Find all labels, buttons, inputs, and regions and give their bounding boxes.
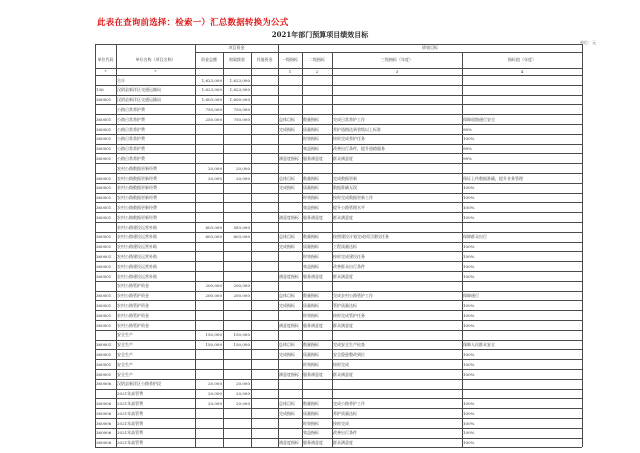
table-cell-l2: 数量指标 [303,234,319,240]
table-cell-name: 农村公路管护资金 [117,293,149,299]
table-cell-value: 保障道路通行安全 [463,116,495,122]
table-column-line [332,52,333,447]
table-row [95,104,582,105]
table-cell-l2: 效益指标 [303,430,319,436]
table-cell-code: 360001 [96,253,112,259]
table-cell-value: 100% [463,351,475,357]
table-cell-l1: 总体目标 [279,400,295,406]
column-number: 1 [288,69,292,74]
table-cell-code: 360001 [96,263,112,269]
table-cell-name: 汉阴县新洋区交通运输局 [117,97,161,103]
table-row [95,95,582,96]
table-row [95,291,582,292]
table-cell-l2: 服务满意度 [303,371,323,377]
header-perf-group: 绩效目标 [422,45,438,50]
table-cell-l2: 时效指标 [303,195,319,201]
table-cell-name: 农村公路管护资金 [117,322,149,328]
table-cell-l2: 服务满意度 [303,273,323,279]
table-row [95,330,582,331]
table-cell-l2: 效益指标 [303,204,319,210]
table-column-line [302,52,303,447]
table-cell-code: 360001 [96,195,112,201]
table-cell-fiscal: 603,000 [233,234,250,240]
table-cell-fiscal: 150,000 [233,342,250,348]
table-cell-l1: 完成指标 [279,126,295,132]
table-cell-fiscal: 20,000 [236,165,250,171]
table-cell-l3: 工程质量达标 [333,244,357,250]
table-cell-l2: 服务满意度 [303,440,323,446]
table-cell-name: 2021年高管费 [117,410,144,416]
table-cell-total: 603,000 [205,224,222,230]
table-row [95,251,582,252]
table-cell-total: 150,000 [205,332,222,338]
table-cell-code: 360001 [96,351,112,357]
table-row [95,163,582,164]
table-cell-l2: 时效指标 [303,253,319,259]
table-cell-value: 100% [463,302,475,308]
table-cell-total: 1,603,000 [201,97,222,103]
table-cell-code: 360006 [96,430,112,436]
table-cell-l2: 数量指标 [303,175,319,181]
table-cell-name: 农村公路数据更新经费 [117,175,157,181]
table-cell-l3: 群众满意度 [333,371,353,377]
table-cell-total: 20,000 [208,165,222,171]
table-row [95,418,582,419]
table-cell-l3: 按时完成养护任务 [333,136,365,142]
table-cell-l3: 完成农村公路管护工作 [333,293,373,299]
table-cell-l2: 效益指标 [303,263,319,269]
table-cell-l1: 总体目标 [279,293,295,299]
table-cell-l3: 管护质量达标 [333,302,357,308]
column-header: 单位代码 [97,57,114,62]
table-cell-code: 360006 [96,381,112,387]
table-cell-l3: 按时完成 [333,361,349,367]
table-cell-name: 2021年高管费 [117,440,144,446]
table-row [95,153,582,154]
table-cell-l2: 时效指标 [303,312,319,318]
table-cell-total: 250,000 [205,116,222,122]
table-cell-l2: 数量指标 [303,400,319,406]
table-cell-total: 200,000 [205,283,222,289]
table-cell-fiscal: 750,000 [233,106,250,112]
table-cell-l3: 数据准确无误 [333,185,357,191]
table-cell-l2: 数量指标 [303,116,319,122]
table-cell-name: 安全生产 [117,332,133,338]
page-title: 2021年部门预算项目绩效目标 [271,30,369,39]
table-cell-code: 360006 [96,410,112,416]
table-cell-name: 农村公路建设运营补助 [117,263,157,269]
column-number: 3 [395,69,399,74]
table-cell-l2: 数量指标 [303,293,319,299]
table-cell-value: 100% [463,195,475,201]
table-cell-l1: 满意度指标 [279,214,299,220]
column-header: 单位名称（项目名称） [135,57,176,62]
table-row [95,340,582,341]
table-cell-code: 360006 [96,440,112,446]
table-row [95,281,582,282]
table-row [95,124,582,125]
table-cell-code: 360001 [96,273,112,279]
column-header: 其他资金 [256,57,273,62]
table-cell-name: 安全生产 [117,361,133,367]
table-row [95,173,582,174]
column-header: 财政拨款 [229,57,245,62]
table-row [95,438,582,439]
table-cell-code: 360006 [96,400,112,406]
table-cell-value: 98% [463,155,472,161]
table-cell-value: 100% [463,410,475,416]
table-cell-name: 农村公路管护资金 [117,283,149,289]
table-cell-l1: 满意度指标 [279,322,299,328]
table-cell-value: 100% [463,204,475,210]
table-row [95,408,582,409]
unit-label: 单位：元 [580,40,596,45]
table-row [95,222,582,223]
table-cell-value: 98% [463,146,472,152]
table-cell-l3: 改善出行条件 [333,430,357,436]
table-cell-name: 合计 [117,77,125,83]
table-cell-name: 公路日常养护费 [117,146,145,152]
table-cell-fiscal: 20,000 [236,381,250,387]
table-cell-total: 20,000 [208,400,222,406]
table-cell-l3: 完成日常养护工作 [333,116,365,122]
table-cell-fiscal: 1,623,000 [229,87,250,93]
table-cell-name: 安全生产 [117,342,133,348]
table-cell-total: 1,623,000 [201,87,222,93]
table-column-line [582,44,583,447]
table-cell-code: 360001 [96,214,112,220]
table-cell-l2: 数量指标 [303,342,319,348]
table-row [95,242,582,243]
table-cell-code: 360001 [96,361,112,367]
column-number: 2 [315,69,319,74]
column-number: * [104,69,107,74]
table-row [95,320,582,321]
table-cell-value: 保障群众出行 [463,234,487,240]
column-header: 资金总额 [201,57,217,62]
table-row [95,310,582,311]
table-cell-name: 农村公路数据更新经费 [117,165,157,171]
table-cell-name: 农村公路数据更新经费 [117,195,157,201]
table-cell-code: 136 [96,87,104,93]
table-cell-l1: 完成指标 [279,351,295,357]
table-cell-value: 保障通行 [463,293,479,299]
table-cell-value: 100% [463,440,475,446]
table-cell-l3: 按时完成管护任务 [333,312,365,318]
table-cell-total: 750,000 [205,106,222,112]
table-cell-l3: 群众满意度 [333,273,353,279]
table-cell-fiscal: 200,000 [233,293,250,299]
table-cell-fiscal: 150,000 [233,332,250,338]
table-cell-value: 100% [463,185,475,191]
performance-table [95,44,582,452]
formula-notice: 此表在查询前选择：检索一）汇总数据转换为公式 [97,18,289,28]
table-row [95,202,582,203]
table-row [95,447,582,448]
table-cell-l1: 满意度指标 [279,155,299,161]
table-cell-l1: 满意度指标 [279,371,299,377]
table-row [95,349,582,350]
column-number: * [154,69,157,74]
table-cell-value: 100% [463,400,475,406]
table-cell-l3: 安全隐患整改到位 [333,351,365,357]
table-cell-l2: 质量指标 [303,410,319,416]
table-cell-l2: 质量指标 [303,302,319,308]
table-column-line [251,52,252,447]
table-cell-l3: 完成公路养护工作 [333,400,365,406]
table-cell-code: 360001 [96,293,112,299]
table-cell-l2: 效益指标 [303,146,319,152]
table-cell-name: 农村公路建设运营补助 [117,234,157,240]
table-cell-code: 360001 [96,234,112,240]
table-cell-name: 农村公路管护资金 [117,302,149,308]
table-cell-code: 360001 [96,244,112,250]
table-cell-name: 农村公路建设运营补助 [117,273,157,279]
table-cell-name: 公路日常养护费 [117,106,145,112]
table-row [95,398,582,399]
table-cell-code: 360001 [96,126,112,132]
table-cell-l2: 服务满意度 [303,322,323,328]
table-cell-value: 保障人民群众安全 [463,342,495,348]
table-row [95,193,582,194]
table-cell-value: 98% [463,126,472,132]
table-cell-l2: 时效指标 [303,420,319,426]
table-row [95,85,582,86]
table-cell-value: 100% [463,214,475,220]
table-cell-name: 安全生产 [117,371,133,377]
table-row [95,114,582,115]
table-cell-total: 20,000 [208,381,222,387]
table-cell-fiscal: 583,000 [233,224,250,230]
table-row [95,212,582,213]
table-cell-code: 360001 [96,312,112,318]
table-column-line [116,44,117,447]
table-cell-code: 360001 [96,371,112,377]
table-cell-name: 农村公路建设运营补助 [117,253,157,259]
table-cell-name: 2021年高管费 [117,391,144,397]
table-cell-l1: 总体目标 [279,342,295,348]
table-cell-l1: 总体目标 [279,175,295,181]
table-column-line [95,44,96,447]
table-cell-fiscal: 20,000 [236,175,250,181]
table-cell-l3: 按时完成建设任务 [333,253,365,259]
table-cell-name: 公路日常养护费 [117,136,145,142]
table-cell-l3: 按时完成数据更新工作 [333,195,373,201]
table-cell-name: 农村公路数据更新经费 [117,185,157,191]
table-column-line [278,44,279,447]
table-cell-name: 公路日常养护费 [117,155,145,161]
table-cell-l3: 按照建设计划完成项目建设任务 [333,234,389,240]
table-cell-value: 100% [463,273,475,279]
column-header: 三级指标（年度） [381,57,413,62]
table-cell-l2: 质量指标 [303,244,319,250]
table-cell-l3: 改善群众出行条件 [333,263,365,269]
column-header: 二级指标 [309,57,325,62]
table-row [95,144,582,145]
table-cell-l1: 总体目标 [279,116,295,122]
table-cell-total: 150,000 [205,342,222,348]
table-cell-fiscal: 750,000 [233,116,250,122]
table-cell-code: 360001 [96,136,112,142]
table-row [95,134,582,135]
table-cell-l1: 完成指标 [279,244,295,250]
table-row [95,300,582,301]
table-cell-value: 100% [463,322,475,328]
table-row [95,232,582,233]
table-cell-code: 360001 [96,342,112,348]
table-row [95,428,582,429]
table-row [95,389,582,390]
table-cell-fiscal: 200,000 [233,283,250,289]
table-cell-l2: 服务满意度 [303,155,323,161]
table-cell-fiscal: 1,623,000 [229,77,250,83]
table-cell-value: 100% [463,312,475,318]
table-cell-l1: 完成指标 [279,410,295,416]
table-cell-l1: 完成指标 [279,185,295,191]
table-row [95,359,582,360]
table-cell-l1: 完成指标 [279,302,295,308]
table-cell-l3: 改善出行条件，提升道路服务 [333,146,385,152]
table-row [95,379,582,380]
table-cell-value: 100% [463,371,475,377]
table-cell-l3: 群众满意度 [333,440,353,446]
table-cell-name: 农村公路数据更新经费 [117,214,157,220]
table-cell-name: 2021年高管费 [117,400,144,406]
table-cell-l3: 群众满意度 [333,322,353,328]
table-row [95,271,582,272]
table-cell-name: 安全生产 [117,351,133,357]
table-column-line [462,52,463,447]
table-cell-l2: 质量指标 [303,351,319,357]
table-cell-fiscal: 20,000 [236,391,250,397]
table-cell-l3: 养护道路达到省级以上标准 [333,126,381,132]
table-cell-code: 360001 [96,155,112,161]
table-cell-code: 360001 [96,204,112,210]
table-cell-l1: 满意度指标 [279,440,299,446]
table-cell-l3: 按时完成 [333,420,349,426]
table-cell-total: 603,000 [205,234,222,240]
column-header: 指标值（年度） [508,57,536,62]
table-cell-name: 汉阴县新洋区公路养护段 [117,381,161,387]
table-cell-name: 农村公路管护资金 [117,312,149,318]
header-group-divider [278,52,582,53]
column-header: 一级指标 [282,57,298,62]
table-cell-fiscal: 1,600,000 [229,97,250,103]
table-cell-name: 农村公路数据更新经费 [117,204,157,210]
table-cell-code: 360001 [96,175,112,181]
table-cell-l2: 时效指标 [303,136,319,142]
table-cell-total: 200,000 [205,293,222,299]
table-cell-l3: 完成数据更新 [333,175,357,181]
table-cell-name: 农村公路建设运营补助 [117,244,157,250]
table-cell-code: 360001 [96,322,112,328]
table-cell-code: 360001 [96,116,112,122]
table-cell-total: 1,623,000 [201,77,222,83]
table-cell-value: 100% [463,253,475,259]
table-cell-code: 360001 [96,146,112,152]
table-cell-value: 100% [463,244,475,250]
table-cell-name: 公路日常养护费 [117,126,145,132]
table-cell-code: 360006 [96,420,112,426]
header-group-divider [195,52,278,53]
table-cell-name: 2021年高管费 [117,420,144,426]
header-number-divider [95,75,582,76]
table-cell-value: 100% [463,136,475,142]
table-cell-value: 保证上传数据准确，提升业务管理 [463,175,523,181]
column-number: 4 [520,69,524,74]
table-cell-l3: 提升公路管理水平 [333,204,365,210]
table-cell-name: 汉阴县新洋区交通运输局 [117,87,161,93]
table-cell-total: 20,000 [208,175,222,181]
table-column-line [223,52,224,447]
table-cell-name: 农村公路建设运营补助 [117,224,157,230]
table-cell-l2: 时效指标 [303,361,319,367]
table-cell-total: 20,000 [208,391,222,397]
table-cell-value: 100% [463,430,475,436]
table-cell-l2: 服务满意度 [303,214,323,220]
table-row [95,183,582,184]
table-cell-value: 100% [463,263,475,269]
table-cell-l3: 养护质量达标 [333,410,357,416]
header-budget-group: 项目资金 [228,45,245,50]
table-cell-fiscal: 20,000 [236,400,250,406]
table-row [95,369,582,370]
table-cell-name: 公路日常养护费 [117,116,145,122]
table-cell-l2: 质量指标 [303,126,319,132]
table-cell-l1: 满意度指标 [279,273,299,279]
table-cell-value: 100% [463,420,475,426]
table-column-line [195,44,196,447]
table-cell-l3: 群众满意度 [333,155,353,161]
table-row [95,261,582,262]
table-cell-code: 360001 [96,185,112,191]
table-cell-value: 100% [463,361,475,367]
table-cell-code: 360001 [96,97,112,103]
table-cell-l3: 完成安全生产检查 [333,342,365,348]
table-cell-l3: 群众满意度 [333,214,353,220]
table-cell-l1: 总体目标 [279,234,295,240]
table-cell-name: 2021年高管费 [117,430,144,436]
table-cell-code: 360001 [96,302,112,308]
table-cell-l2: 质量指标 [303,185,319,191]
